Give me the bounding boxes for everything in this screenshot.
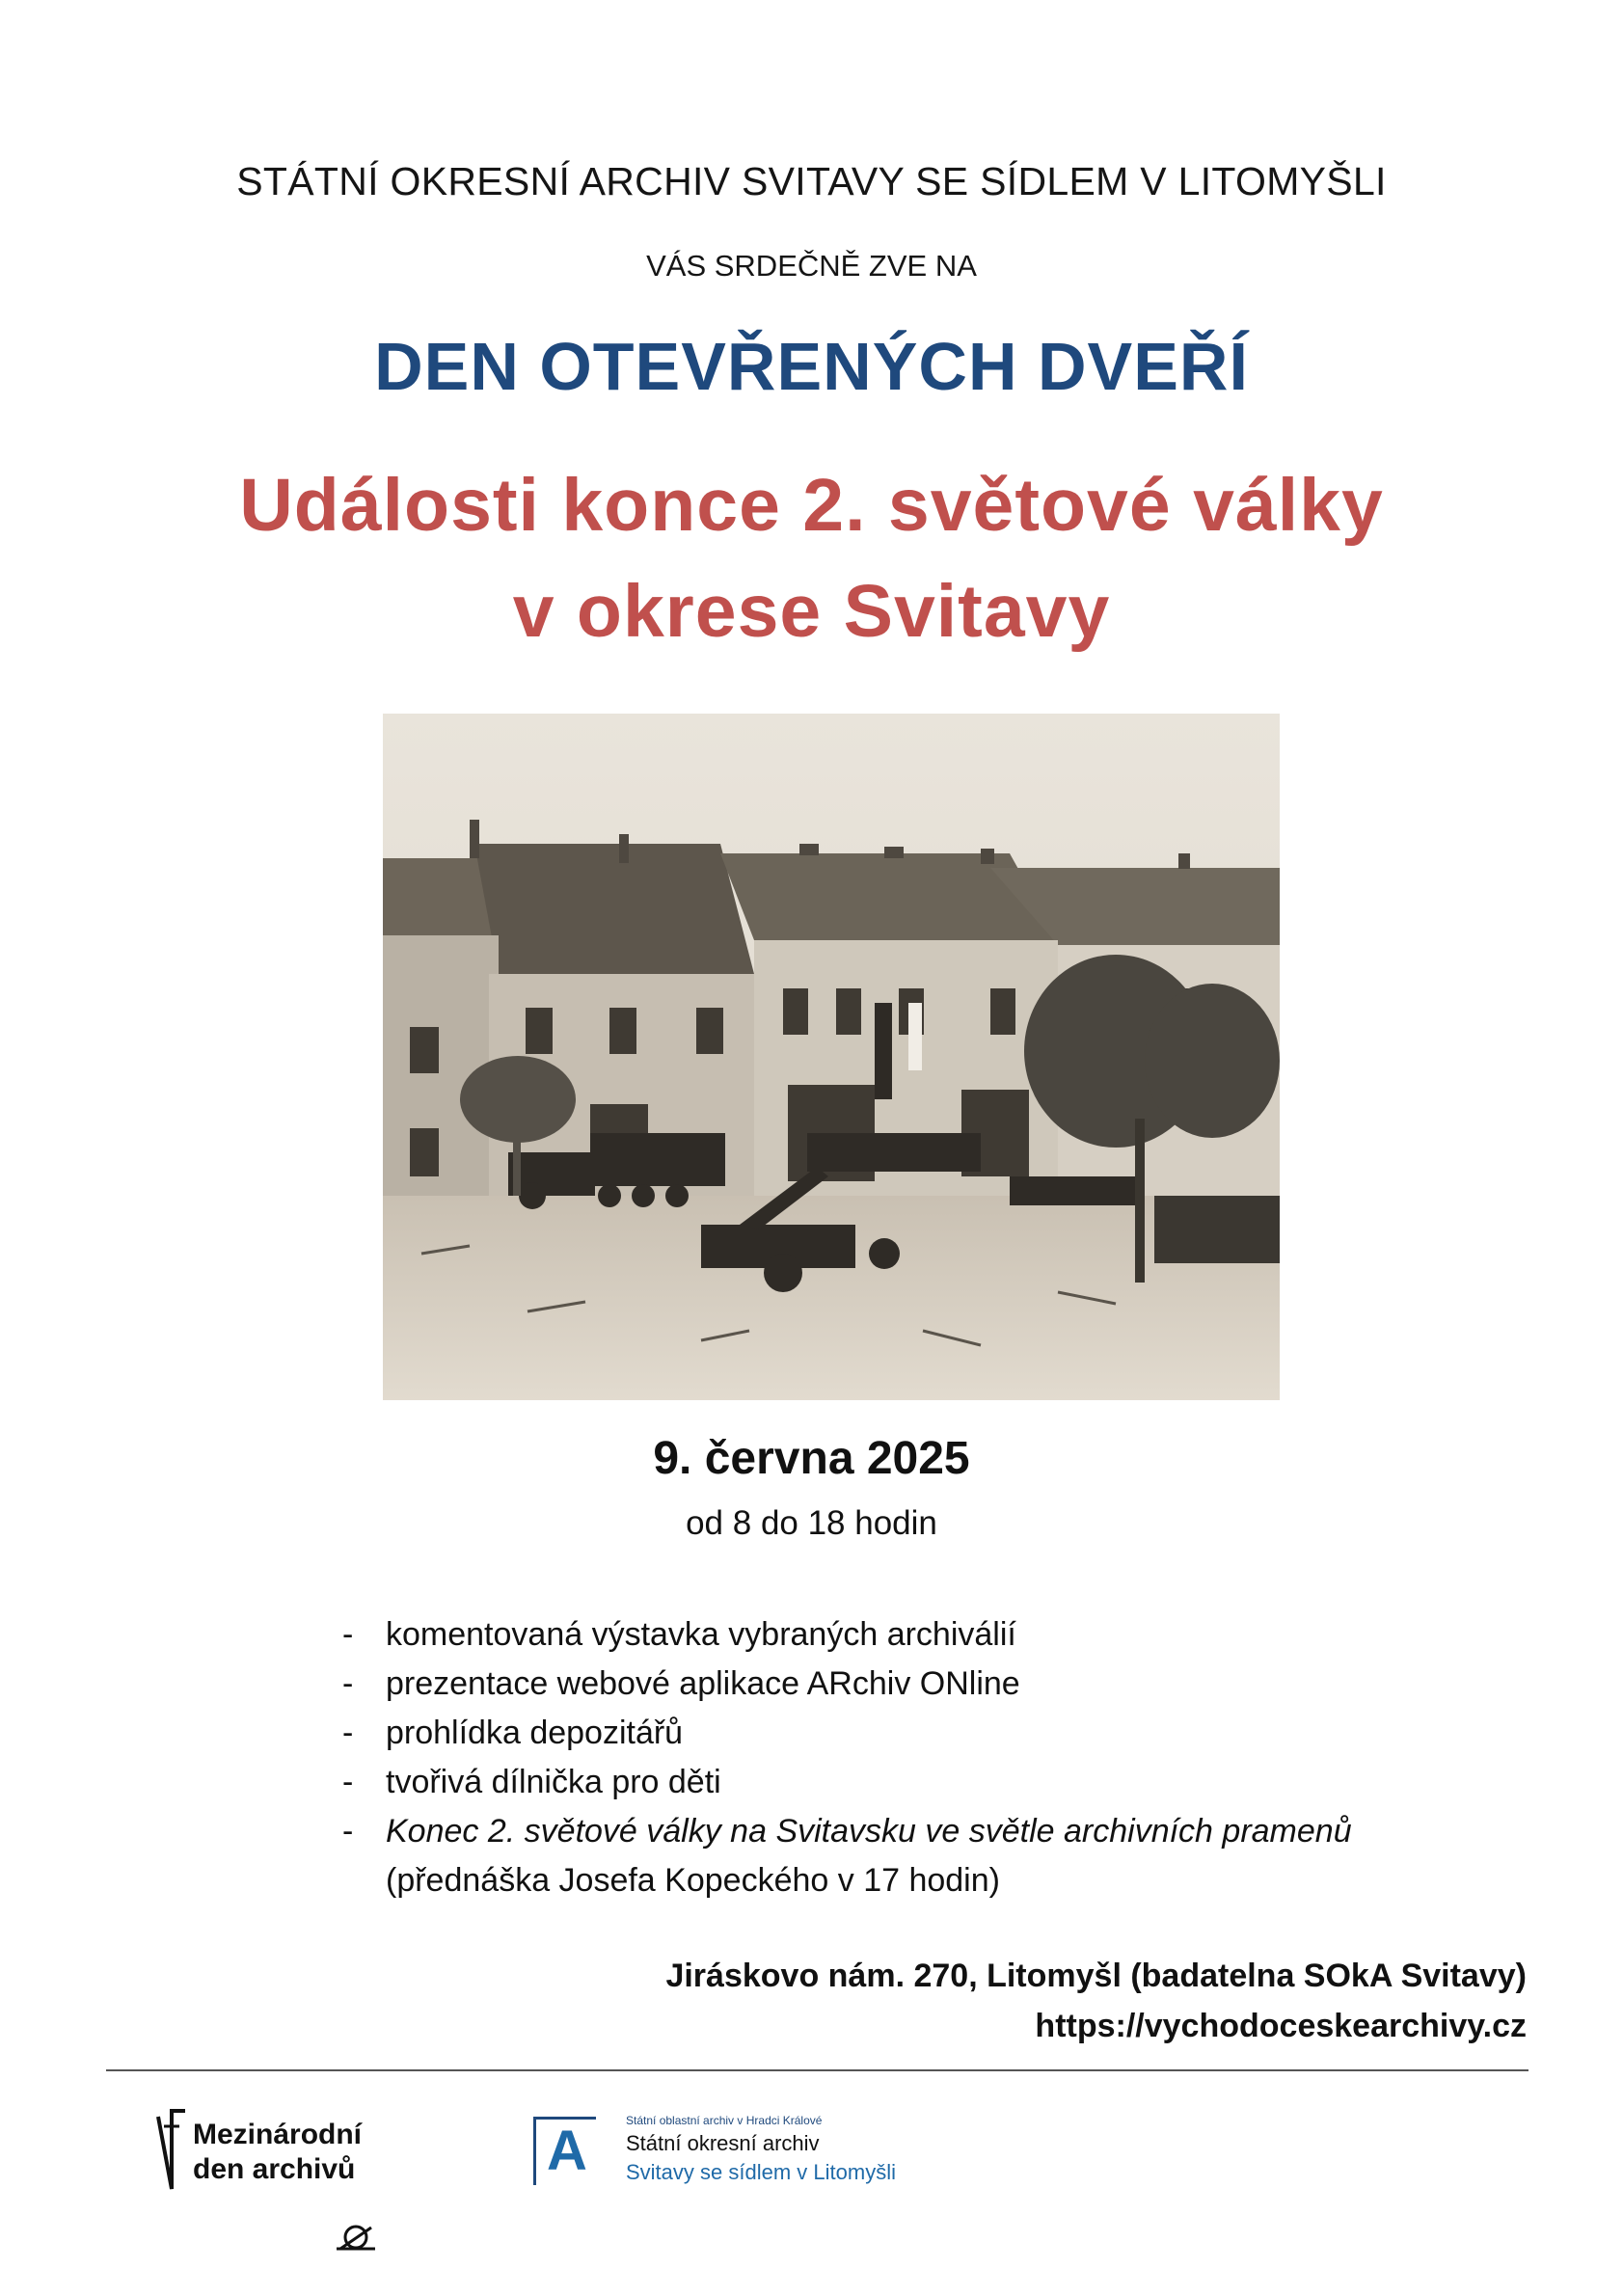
footer-divider [106, 2069, 1528, 2071]
logo-left-line2: den archivů [193, 2153, 356, 2185]
program-item [342, 1660, 1403, 1709]
logo-right-small: Státní oblastní archiv v Hradci Králové [626, 2114, 823, 2127]
venue-address: Jiráskovo nám. 270, Litomyšl (badatelna SOkA Svitavy) [665, 1958, 1527, 1994]
historical-photo [383, 714, 1280, 1400]
list-dash: - [342, 1616, 354, 1653]
state-archive-logo [533, 2112, 987, 2189]
list-dash: - [342, 1665, 354, 1702]
program-item-text: prezentace webové aplikace ARchiv ONline [386, 1665, 1020, 1702]
program-item-text: tvořivá dílnička pro děti [386, 1764, 721, 1800]
lecture-title: Konec 2. světové války na Svitavsku ve světle archivních pramenů [386, 1813, 1352, 1850]
event-date: 9. června 2025 [653, 1433, 970, 1484]
archives-day-mark-icon [154, 2107, 189, 2194]
list-dash: - [342, 1715, 354, 1751]
event-hours: od 8 do 18 hodin [686, 1504, 937, 1542]
program-item-text: prohlídka depozitářů [386, 1715, 684, 1751]
program-item [342, 1709, 1403, 1758]
event-subtitle-line1: Události konce 2. světové války [239, 464, 1384, 547]
website-link[interactable]: https://vychodoceskearchivy.cz [1035, 2008, 1527, 2044]
program-item [342, 1610, 1403, 1660]
organization-heading: STÁTNÍ OKRESNÍ ARCHIV SVITAVY SE SÍDLEM V LITOMYŠLI [236, 159, 1387, 203]
small-emblem-icon [335, 2220, 377, 2253]
program-item [342, 1758, 1403, 1807]
list-dash: - [342, 1813, 354, 1850]
lecture-note: (přednáška Josefa Kopeckého v 17 hodin) [386, 1862, 1000, 1899]
archive-a-icon: A [547, 2120, 587, 2182]
program-list [342, 1610, 1403, 1905]
program-item-lecture [342, 1807, 1403, 1905]
logo-right-line1: Státní okresní archiv [626, 2131, 820, 2155]
logo-left-line1: Mezinárodní [193, 2119, 363, 2150]
international-archives-day-logo [154, 2107, 405, 2194]
invite-line: VÁS SRDEČNĚ ZVE NA [646, 249, 977, 283]
list-dash: - [342, 1764, 354, 1800]
program-item-text: komentovaná výstavka vybraných archiválií [386, 1616, 1016, 1653]
event-subtitle-line2: v okrese Svitavy [512, 570, 1111, 653]
logo-right-line2: Svitavy se sídlem v Litomyšli [626, 2160, 896, 2184]
event-title: DEN OTEVŘENÝCH DVEŘÍ [374, 329, 1249, 404]
